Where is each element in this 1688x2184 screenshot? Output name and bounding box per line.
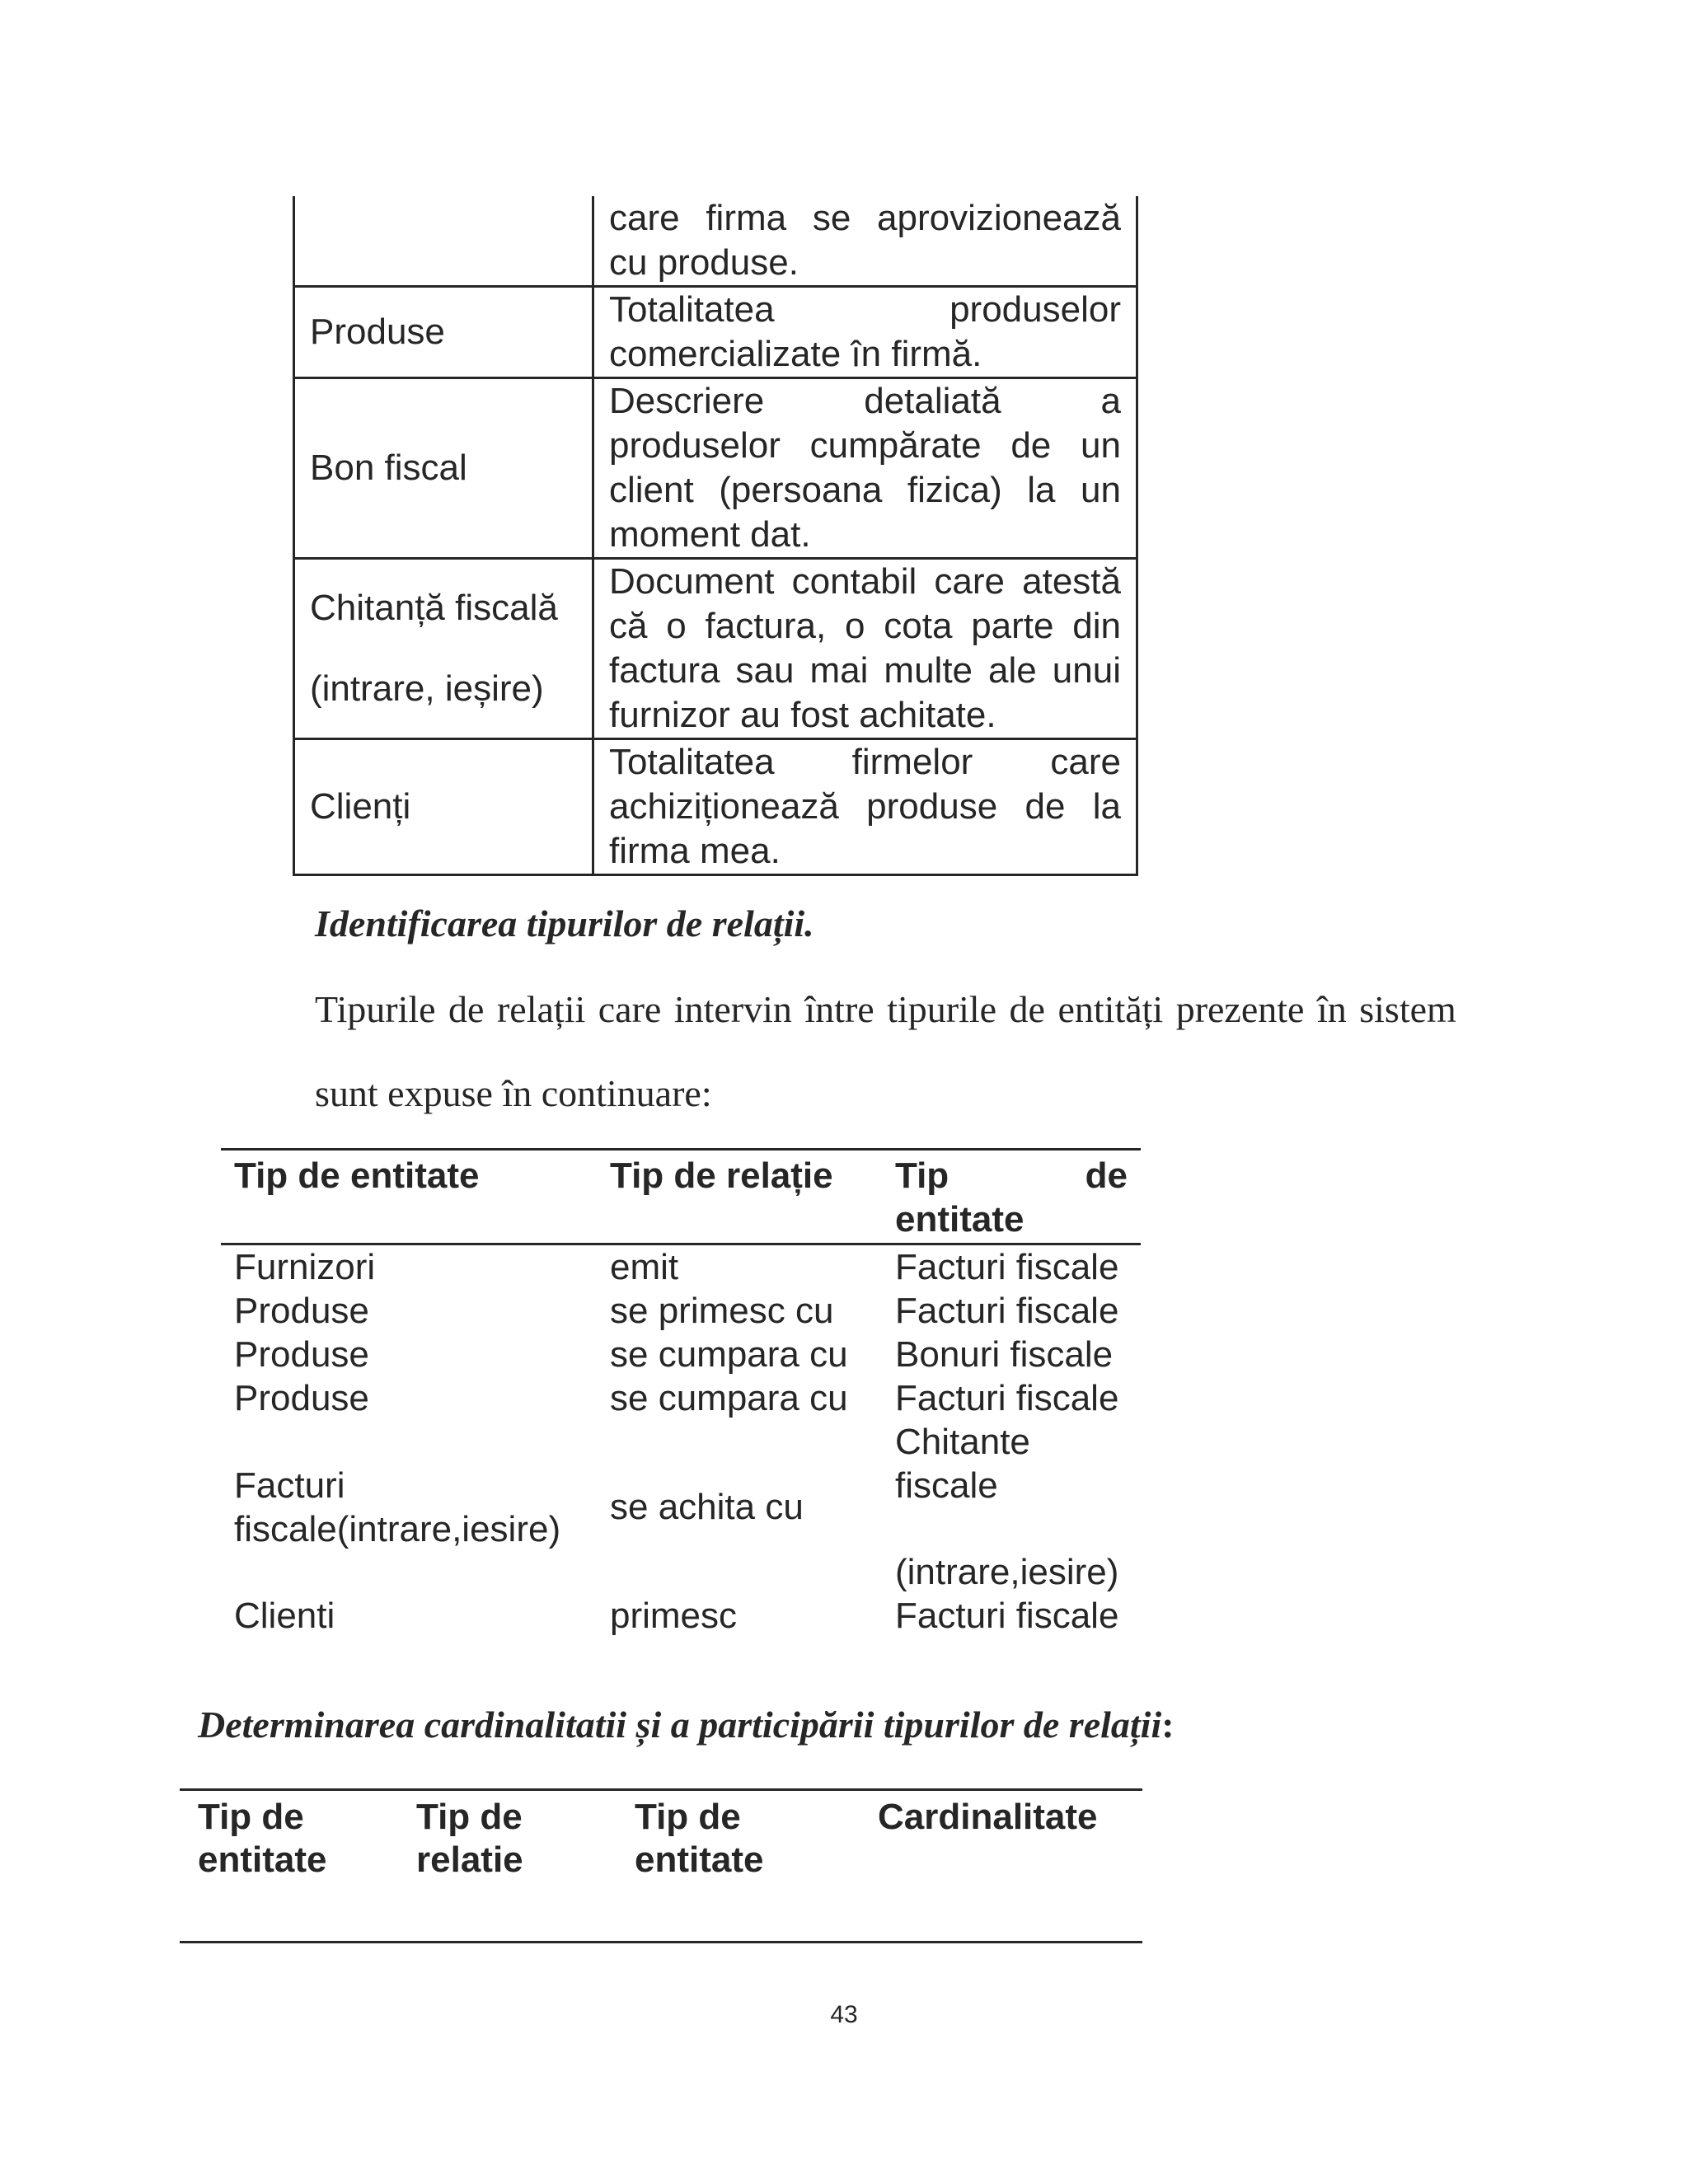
column-header: Tip de relatie [398, 1790, 617, 1943]
table-cell: primesc [610, 1596, 738, 1636]
table-row [221, 1289, 1141, 1333]
table-cell-line1: Chitante fiscale [895, 1422, 1030, 1506]
entity-name-line2: (intrare, ieșire) [310, 668, 544, 709]
cardinality-heading [198, 1703, 1175, 1746]
table-row [221, 1333, 1141, 1376]
table-cell: Facturi fiscale [895, 1378, 1119, 1418]
entity-name-cell [294, 559, 593, 739]
table-cell: Facturi fiscale [895, 1247, 1119, 1287]
cardinality-table [180, 1788, 1142, 1943]
table-cell: Produse [234, 1378, 369, 1418]
entity-description-table [293, 196, 1138, 876]
relations-intro-line2: sunt expuse în continuare: [315, 1072, 712, 1114]
relations-table [221, 1148, 1141, 1638]
table-row [294, 196, 1137, 287]
relations-heading: Identificarea tipurilor de relații. [315, 902, 814, 944]
column-header: Tip de relație [597, 1150, 882, 1244]
column-header: Tip de entitate [617, 1790, 860, 1943]
table-cell: se cumpara cu [610, 1334, 848, 1375]
table-row [221, 1420, 1141, 1594]
table-cell: se primesc cu [610, 1291, 834, 1331]
entity-name-cell: Produse [294, 287, 593, 378]
column-header: Tip de entitate [221, 1150, 597, 1244]
table-cell: Produse [234, 1291, 369, 1331]
column-header: Tip de entitate [882, 1150, 1141, 1244]
table-cell: Clienti [234, 1596, 335, 1636]
entity-description-cell: Document contabil care atestă că o factura, o cota parte din factura sau mai multe ale unui furnizor au fost achitate. [593, 559, 1137, 739]
entity-name-cell: Clienți [294, 739, 593, 875]
entity-description-cell: Totalitatea produselor comercializate în firmă. [593, 287, 1137, 378]
table-cell: Facturi fiscale(intrare,iesire) [234, 1465, 561, 1549]
table-cell: Produse [234, 1334, 369, 1375]
cardinality-heading-colon: : [1161, 1704, 1175, 1746]
table-cell: Facturi fiscale [895, 1291, 1119, 1331]
entity-description-cell: Descriere detaliată a produselor cumpărate de un client (persoana fizica) la un moment dat. [593, 378, 1137, 559]
table-cell: Bonuri fiscale [895, 1334, 1114, 1375]
entity-name-cell [294, 196, 593, 287]
column-header: Tip de entitate [180, 1790, 398, 1943]
relations-intro-line1: Tipurile de relații care intervin între tipurile de entități prezente în sistem [315, 988, 1456, 1030]
table-row [294, 378, 1137, 559]
table-cell: Facturi fiscale [895, 1596, 1119, 1636]
table-row [221, 1244, 1141, 1290]
entity-description-cell: Totalitatea firmelor care achiziționează produse de la firma mea. [593, 739, 1137, 875]
cardinality-heading-text: Determinarea cardinalitatii și a participării tipurilor de relații [198, 1704, 1162, 1746]
table-row [294, 739, 1137, 875]
table-header-row [221, 1150, 1141, 1244]
entity-name-line1: Chitanță fiscală [310, 588, 558, 628]
table-row [294, 287, 1137, 378]
entity-description-cell: care firma se aprovizionează cu produse. [593, 196, 1137, 287]
entity-name-cell: Bon fiscal [294, 378, 593, 559]
table-header-row [180, 1790, 1142, 1943]
table-cell-line2: (intrare,iesire) [895, 1552, 1119, 1592]
table-cell: emit [610, 1247, 679, 1287]
column-header: Cardinalitate [860, 1790, 1142, 1943]
table-cell: Furnizori [234, 1247, 376, 1287]
page-number: 43 [830, 2001, 858, 2028]
table-row [221, 1594, 1141, 1638]
table-cell: se cumpara cu [610, 1378, 848, 1418]
table-row [294, 559, 1137, 739]
table-cell [882, 1420, 1141, 1594]
table-cell: se achita cu [610, 1487, 804, 1527]
table-row [221, 1376, 1141, 1420]
